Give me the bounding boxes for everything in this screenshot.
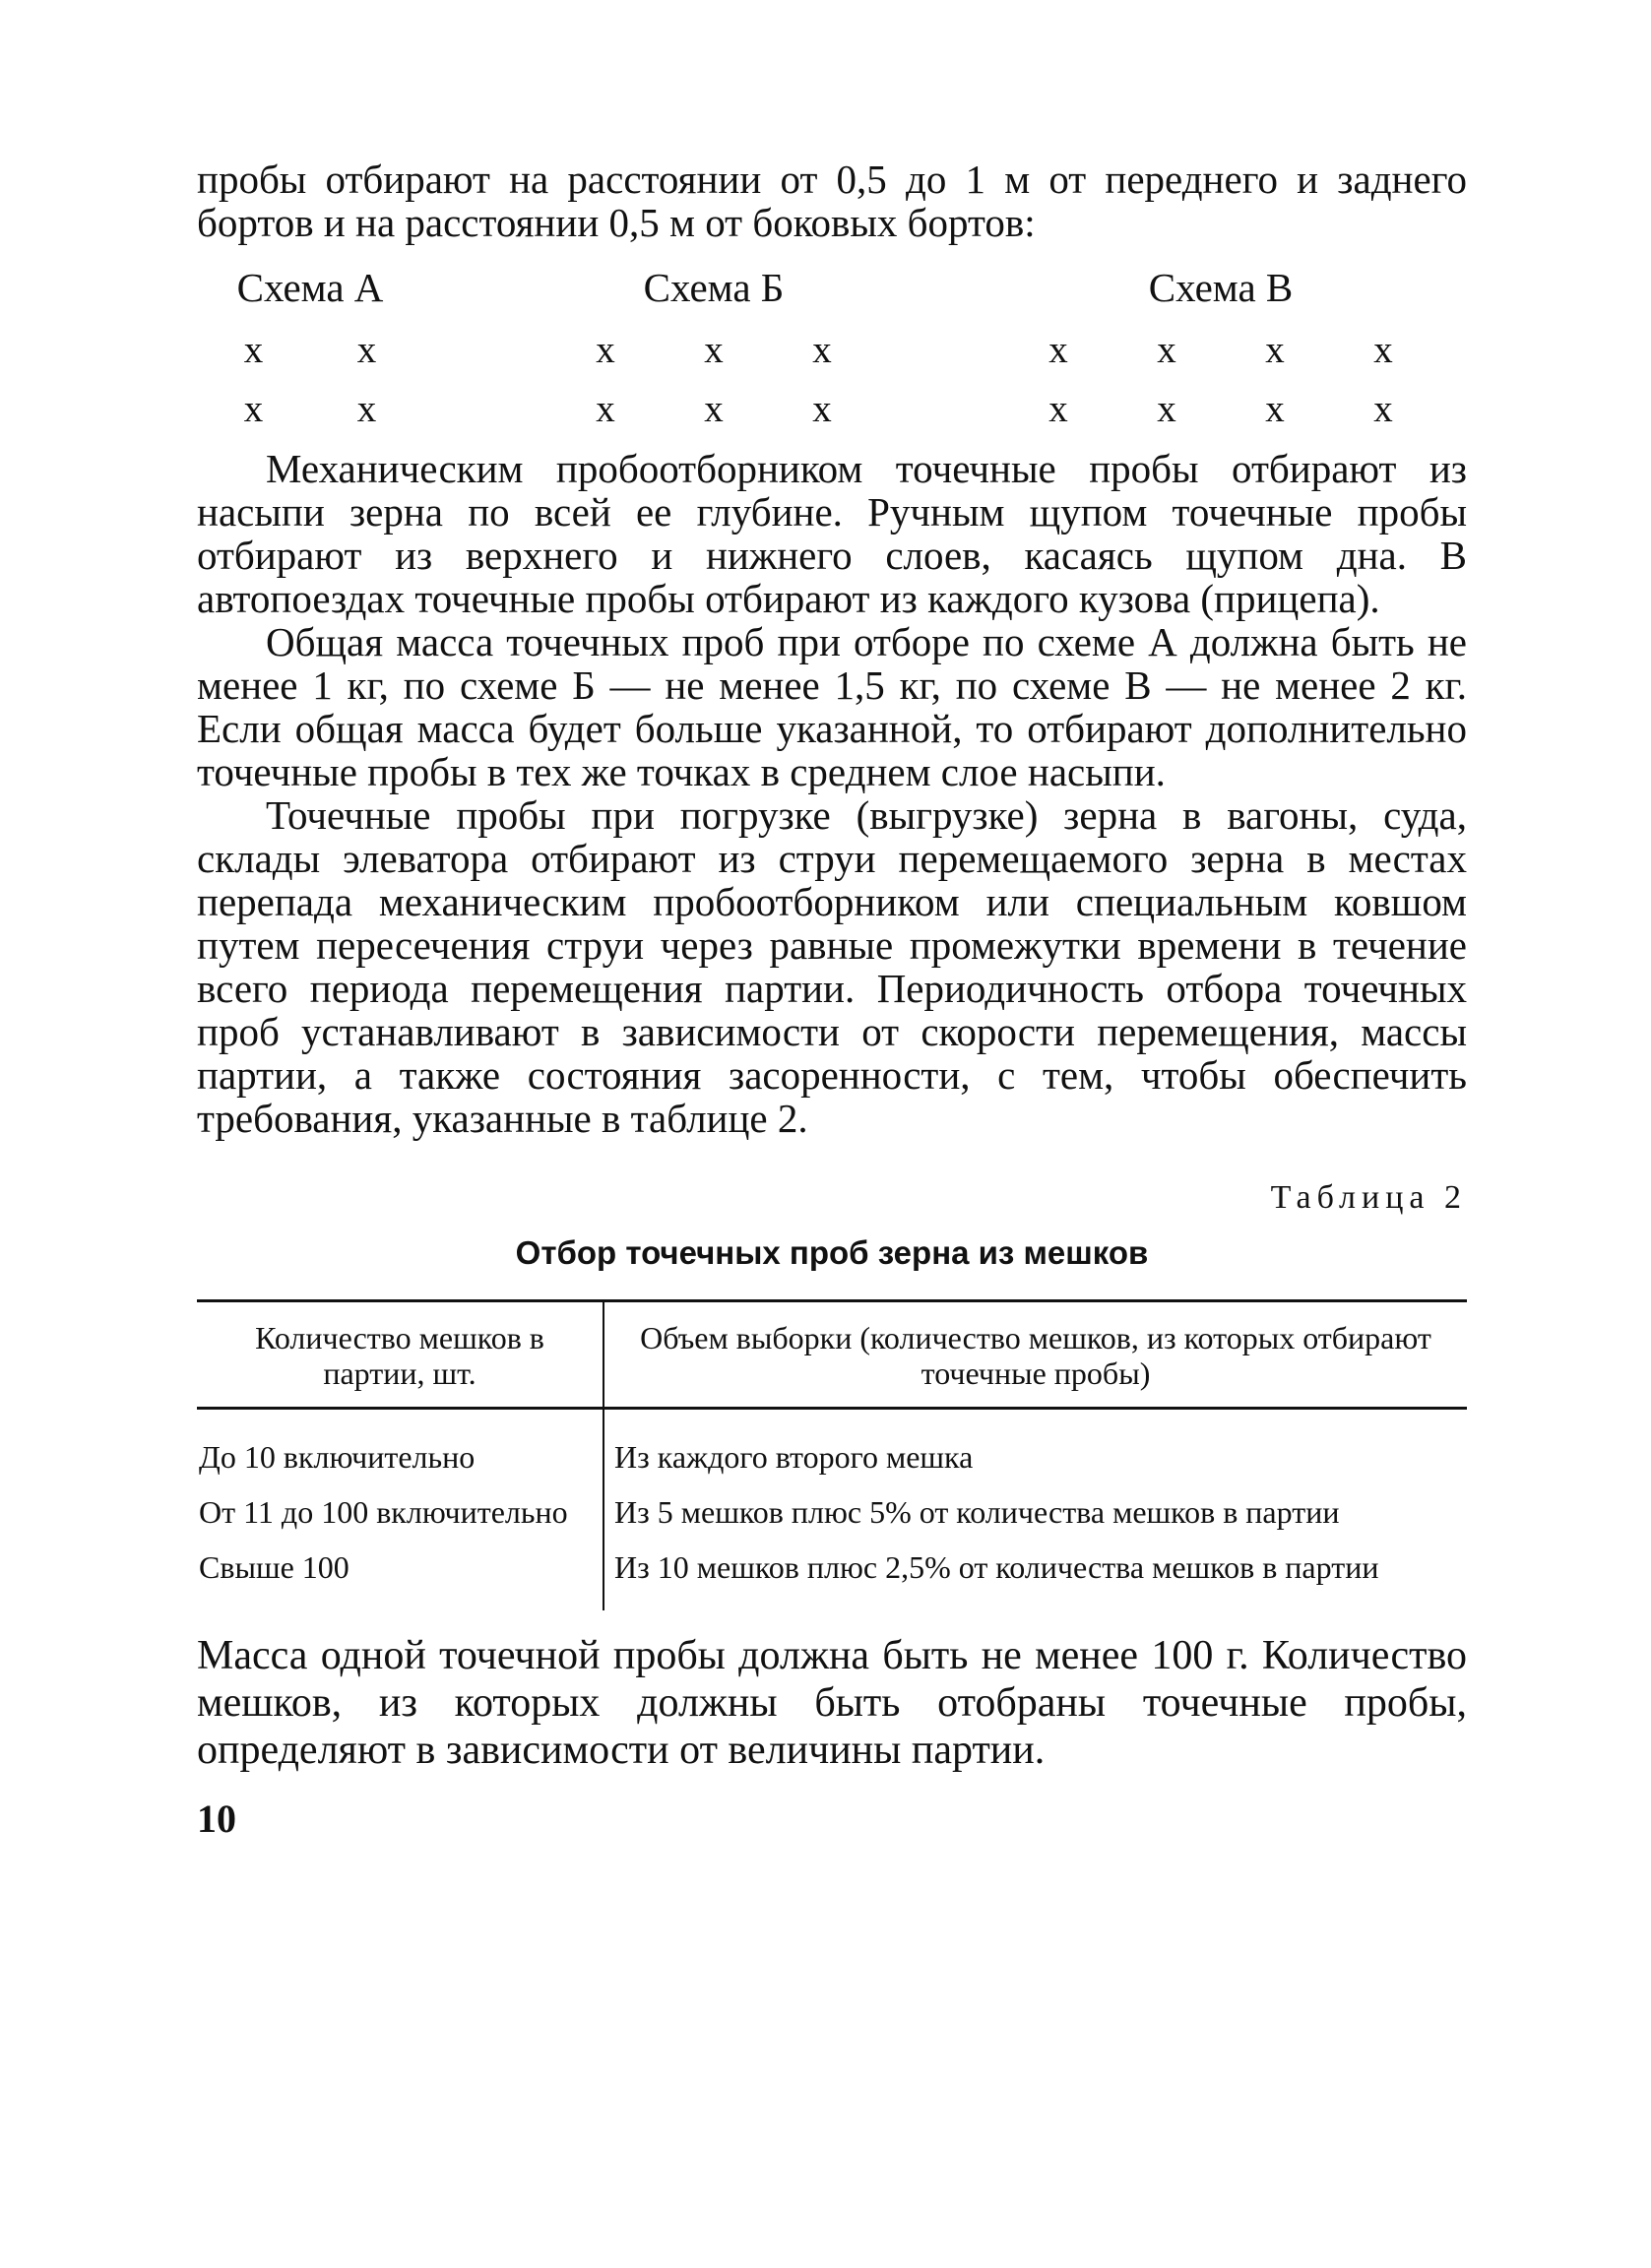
sample-point: х <box>812 329 832 371</box>
sample-point: х <box>1048 329 1068 371</box>
paragraph-mass: Общая масса точечных проб при отборе по схеме А должна быть не менее 1 кг, по схеме Б — не менее 1,5 кг, по схеме В — не менее 2 кг. Если общая масса будет больше указанной, то отбирают дополнительно точечные пробы в тех же точках в среднем слое насыпи. <box>197 619 1467 794</box>
table-cell-quantity: Свыше 100 <box>197 1536 603 1610</box>
table-cell-sample-size: Из каждого второго мешка <box>614 1439 974 1475</box>
sample-point: х <box>243 388 264 430</box>
scheme-v <box>1004 262 1437 439</box>
sample-point: х <box>1373 388 1393 430</box>
sample-point: х <box>812 388 832 430</box>
scheme-row <box>1004 380 1437 439</box>
scheme-row <box>551 321 876 380</box>
table-header-quantity: Количество мешков в партии, шт. <box>197 1301 603 1409</box>
sample-point: х <box>596 329 615 371</box>
table-cell-quantity: До 10 включительно <box>197 1409 603 1481</box>
sample-point: х <box>704 329 724 371</box>
scheme-b <box>551 262 876 439</box>
table-cell-quantity: От 11 до 100 включительно <box>197 1480 603 1536</box>
table-cell-sample-size: Из 5 мешков плюс 5% от количества мешков в партии <box>614 1494 1340 1530</box>
scheme-row <box>197 321 423 380</box>
table-title: Отбор точечных проб зерна из мешков <box>515 1234 1149 1271</box>
sample-point: х <box>1265 388 1285 430</box>
page <box>197 158 1467 1842</box>
paragraph-final: Масса одной точечной пробы должна быть не менее 100 г. Количество мешков, из которых должны быть отобраны точечные пробы, определяют в зависимости от величины партии. <box>197 1633 1467 1773</box>
sampling-schemes <box>197 262 1467 439</box>
scheme-title: Схема В <box>1148 265 1294 310</box>
paragraph-loading: Точечные пробы при погрузке (выгрузке) зерна в вагоны, суда, склады элеватора отбирают из струи перемещаемого зерна в местах перепада механическим пробоотборником или специальным ковшом путем пересечения струи через равные промежутки времени в течение всего периода перемещения партии. Периодичность отбора точечных проб устанавливают в зависимости от скорости перемещения, массы партии, а также состояния засоренности, с тем, чтобы обеспечить требования, указанные в таблице 2. <box>197 792 1467 1141</box>
paragraph-mechanical: Механическим пробоотборником точечные пробы отбирают из насыпи зерна по всей ее глубине. Ручным щупом точечные пробы отбирают из верхнего и нижнего слоев, касаясь щупом дна. В автопоездах точечные пробы отбирают из каждого кузова (прицепа). <box>197 446 1467 621</box>
scheme-title: Схема Б <box>643 265 785 310</box>
sample-point: х <box>1157 388 1176 430</box>
sample-point: х <box>1373 329 1393 371</box>
table-row <box>197 1480 1467 1536</box>
table-row <box>197 1536 1467 1610</box>
sample-point: х <box>1265 329 1285 371</box>
sample-point: х <box>1157 329 1176 371</box>
scheme-row <box>1004 321 1437 380</box>
scheme-row <box>197 380 423 439</box>
sample-point: х <box>356 388 377 430</box>
sample-point: х <box>704 388 724 430</box>
page-number: 10 <box>197 1796 236 1841</box>
scheme-title: Схема А <box>236 265 384 310</box>
sample-point: х <box>356 329 377 371</box>
table-row <box>197 1409 1467 1481</box>
paragraph-intro: пробы отбирают на расстоянии от 0,5 до 1 м от переднего и заднего бортов и на расстоянии 0,5 м от боковых бортов: <box>197 157 1467 245</box>
table-header-sample-size: Объем выборки (количество мешков, из которых отбирают точечные пробы) <box>640 1320 1431 1391</box>
scheme-row <box>551 380 876 439</box>
sample-point: х <box>243 329 264 371</box>
scheme-a <box>197 262 423 439</box>
table-label: Таблица 2 <box>1270 1179 1467 1216</box>
sample-point: х <box>1048 388 1068 430</box>
table-header-row <box>197 1301 1467 1409</box>
after-table-section <box>197 1632 1467 1774</box>
sample-point: х <box>596 388 615 430</box>
sampling-table <box>197 1299 1467 1610</box>
table-cell-sample-size: Из 10 мешков плюс 2,5% от количества мешков в партии <box>614 1549 1379 1585</box>
